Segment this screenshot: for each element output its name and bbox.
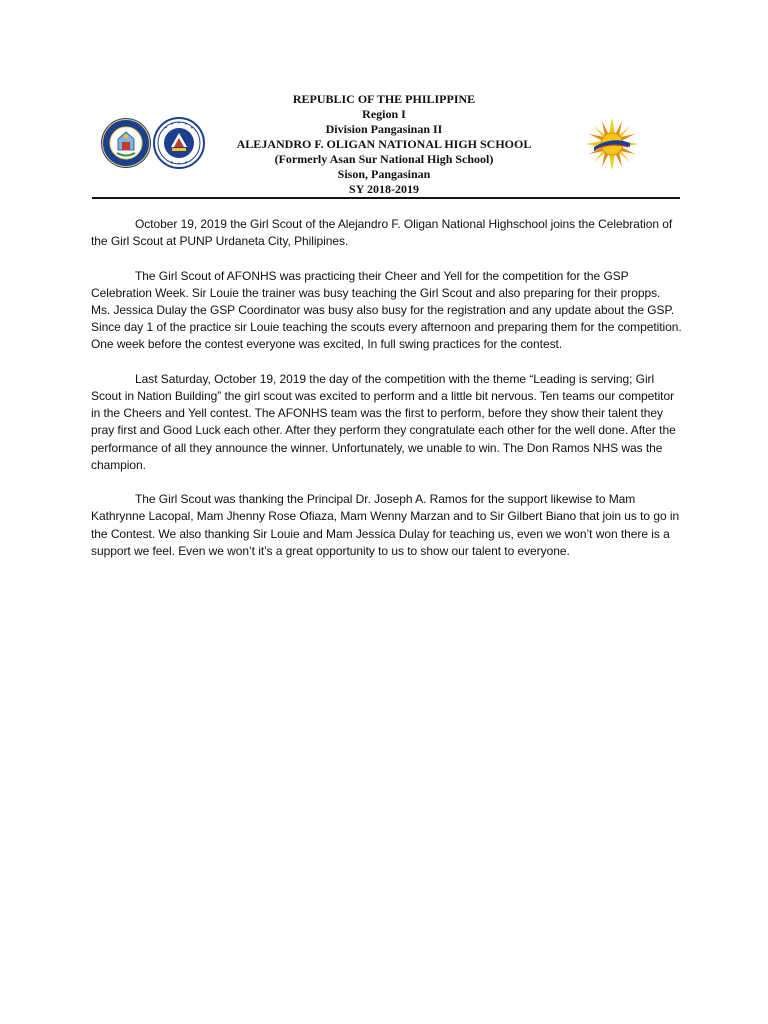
article-body xyxy=(91,216,682,577)
header-line-division: Division Pangasinan II xyxy=(325,122,443,136)
letterhead-text xyxy=(180,92,588,197)
header-line-country: REPUBLIC OF THE PHILIPPINE xyxy=(292,92,476,106)
school-seal-icon xyxy=(100,117,152,169)
header-line-school-name: ALEJANDRO F. OLIGAN NATIONAL HIGH SCHOOL xyxy=(236,137,532,151)
sun-emblem-icon xyxy=(584,116,640,172)
header-line-former-name: (Formerly Asan Sur National High School) xyxy=(274,152,494,166)
header-divider xyxy=(92,197,680,199)
paragraph-3: Last Saturday, October 19, 2019 the day of the competition with the theme “Leading is serving; Girl Scout in Nation Building” the girl scout was excited to perform and a little bit nervous. Ten teams our competitor in the Cheers and Yell contest. The AFONHS team was the first to perform, before they show their talent they pray first and Good Luck each other. After they perform they congratulate each other for the well done. After the performance of all they announce the winner. Unfortunately, we unable to win. The Don Ramos NHS was the champion. xyxy=(91,371,676,472)
letterhead xyxy=(0,92,768,202)
paragraph-4: The Girl Scout was thanking the Principal Dr. Joseph A. Ramos for the support likewise to Mam Kathrynne Lacopal, Mam Jhenny Rose Ofiaza, Mam Wenny Marzan and to Sir Gilbert Biano that join us to go in the Contest. We also thanking Sir Louie and Mam Jessica Dulay for teaching us, even we won’t won there is a support we feel. Even we won’t it’s a great opportunity to us to show our talent to everyone. xyxy=(91,492,680,558)
header-line-address: Sison, Pangasinan xyxy=(337,167,431,181)
header-line-school-year: SY 2018-2019 xyxy=(349,182,419,196)
paragraph-1: October 19, 2019 the Girl Scout of the Alejandro F. Oligan National Highschool joins the Celebration of the Girl Scout at PUNP Urdaneta City, Philipines. xyxy=(91,217,673,249)
header-line-region: Region I xyxy=(362,107,406,121)
paragraph-2: The Girl Scout of AFONHS was practicing their Cheer and Yell for the competition for the GSP Celebration Week. Sir Louie the trainer was busy teaching the Girl Scout and also preparing for their propps. Ms. Jessica Dulay the GSP Coordinator was busy also busy for the registration and any update about the GSP. Since day 1 of the practice sir Louie teaching the scouts every afternoon and preparing them for the competition. One week before the contest everyone was excited, In full swing practices for the contest. xyxy=(91,268,682,352)
